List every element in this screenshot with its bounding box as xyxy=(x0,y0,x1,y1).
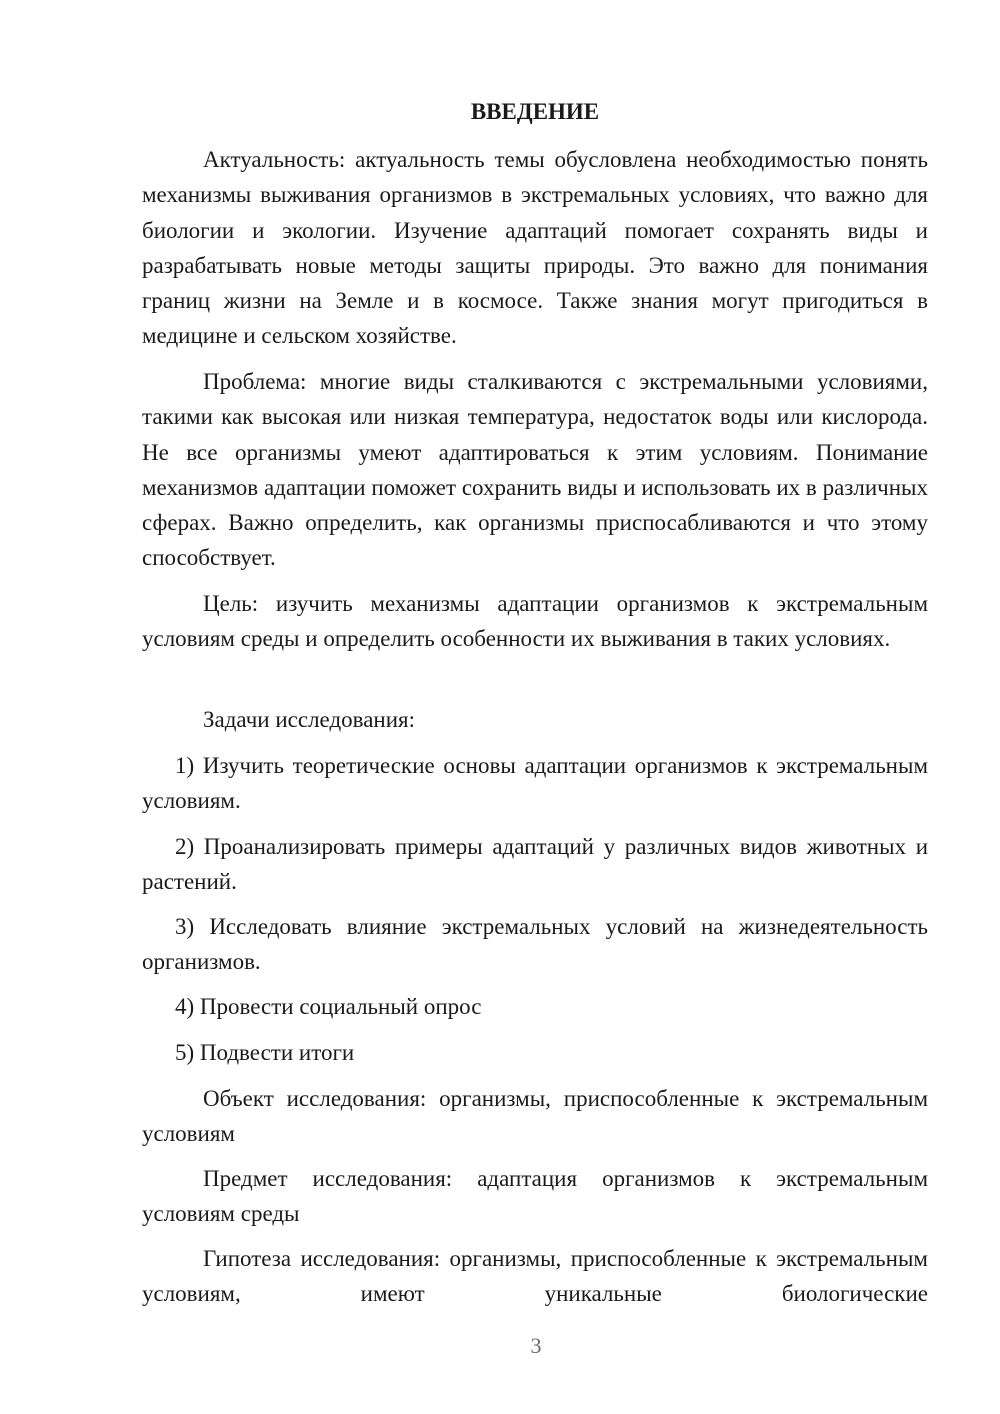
task-item-1: 1) Изучить теоретические основы адаптации организмов к экстремальным условиям. xyxy=(142,753,928,814)
relevance-paragraph: Актуальность: актуальность темы обусловлена необходимостью понять механизмы выживания организмов в экстремальных условиях, что важно для биологии и экологии. Изучение адаптаций помогает сохранять виды и разрабатывать новые методы защиты природы. Это важно для понимания границ жизни на Земле и в космосе. Также знания могут пригодиться в медицине и сельском хозяйстве. xyxy=(142,147,928,349)
subject-paragraph: Предмет исследования: адаптация организмов к экстремальным условиям среды xyxy=(142,1166,928,1227)
task-item-5: 5) Подвести итоги xyxy=(175,1040,355,1065)
problem-paragraph: Проблема: многие виды сталкиваются с экстремальными условиями, такими как высокая или низкая температура, недостаток воды или кислорода. Не все организмы умеют адаптироваться к этим условиям. Понимание механизмов адаптации поможет сохранить виды и использовать их в различных сферах. Важно определить, как организмы приспосабливаются и что этому способствует. xyxy=(142,369,928,571)
hypothesis-paragraph: Гипотеза исследования: организмы, приспособленные к экстремальным условиям, имеют уникальные биологические xyxy=(142,1246,928,1307)
page-title: ВВЕДЕНИЕ xyxy=(470,99,600,124)
task-item-4: 4) Провести социальный опрос xyxy=(175,994,482,1019)
tasks-heading: Задачи исследования: xyxy=(203,707,416,732)
task-item-3: 3) Исследовать влияние экстремальных условий на жизнедеятельность организмов. xyxy=(142,914,928,975)
task-item-2: 2) Проанализировать примеры адаптаций у различных видов животных и растений. xyxy=(142,834,928,895)
goal-paragraph: Цель: изучить механизмы адаптации организмов к экстремальным условиям среды и определить особенности их выживания в таких условиях. xyxy=(142,591,928,652)
page-number: 3 xyxy=(530,1333,542,1358)
object-paragraph: Объект исследования: организмы, приспособленные к экстремальным условиям xyxy=(142,1086,928,1147)
